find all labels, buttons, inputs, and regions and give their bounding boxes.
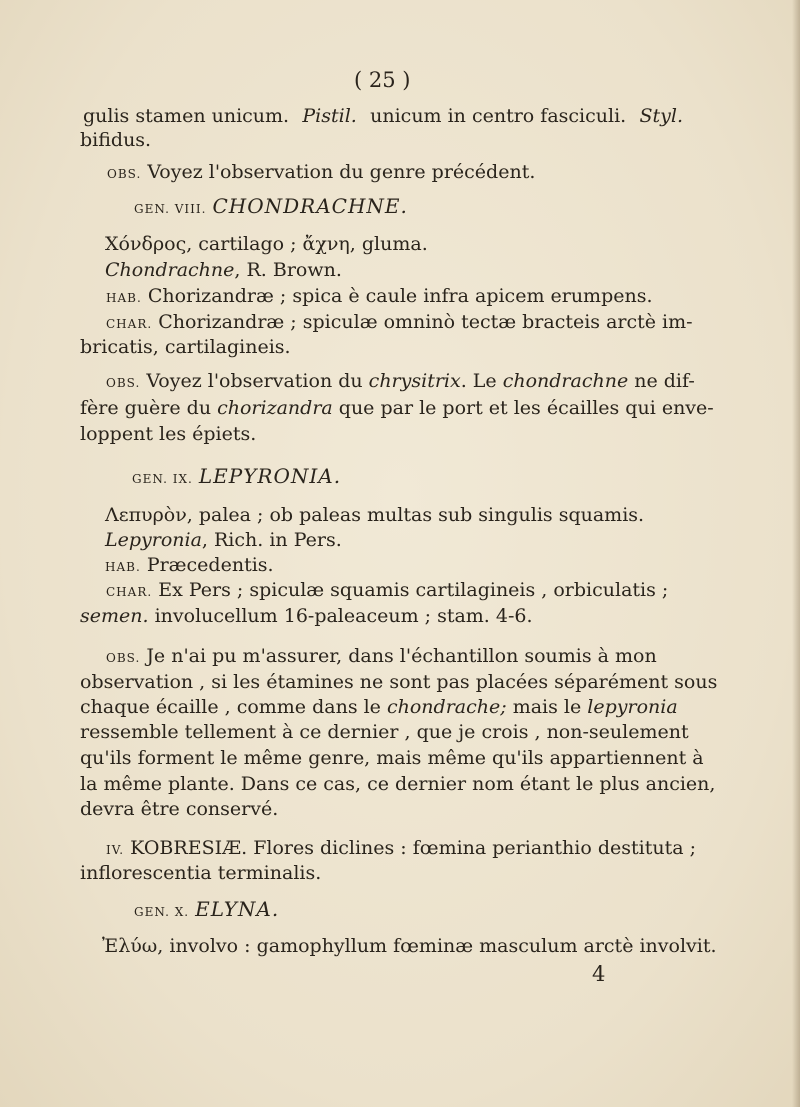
text-line-1 [83,104,683,128]
line-21-c: mais le [512,696,582,718]
char-text: Chorizandræ ; spiculæ omninò tectæ bracteis arctè im- [158,311,693,333]
authority-line [105,258,342,282]
obs-line-2 [106,369,695,395]
obs-label: OBS. [106,376,141,390]
section-label: IV. [106,843,125,857]
line-21-d: lepyronia [587,696,678,718]
semen-label: semen. [80,605,149,627]
obs-3-line-5: qu'ils forment le même genre, mais même qu'ils appartiennent à [80,747,704,769]
line-11-a: fère guère du [80,397,212,419]
authority-text: , R. Brown. [234,259,342,281]
genus-name: ELYNA. [195,897,280,921]
hab-label: HAB. [106,291,142,305]
section-iv-cont: inflorescentia terminalis. [80,862,322,884]
obs-3-line-2: observation , si les étamines ne sont pas placées séparément sous [80,671,718,693]
text-line-2: bifidus. [80,129,152,151]
obs-text: Je n'ai pu m'assurer, dans l'échantillon soumis à mon [146,645,657,667]
genus-heading-ix [132,464,341,491]
obs-text: Voyez l'observation du genre précédent. [147,161,536,183]
line-1-d: Styl. [639,105,683,127]
obs-label: OBS. [107,167,142,181]
character-line-cont: bricatis, cartilagineis. [80,336,291,358]
etymology-line: Λεπυρὸν, palea ; ob paleas multas sub singulis squamis. [105,504,645,526]
habitus-line [106,284,653,310]
obs-line-3 [106,644,657,670]
line-21-b: chondrache; [386,696,507,718]
authority-text: , Rich. in Pers. [201,529,342,551]
line-21-a: chaque écaille , comme dans le [80,696,381,718]
char-label: CHAR. [106,585,153,599]
genus-heading-viii [134,194,408,221]
signature-mark: 4 [592,962,606,986]
habitus-line [105,553,274,579]
obs-3-line-7: devra être conservé. [80,798,279,820]
genus-heading-x [134,897,279,924]
obs-3-line-3 [80,695,678,719]
obs-3-line-6: la même plante. Dans ce cas, ce dernier nom étant le plus ancien, [80,773,716,795]
line-11-c: que par le port et les écailles qui enve- [338,397,714,419]
genus-name: CHONDRACHNE. [212,194,408,218]
obs-line-1 [107,160,535,186]
obs-line-2-end: loppent les épiets. [80,423,257,445]
genus-label: GEN. IX. [132,472,193,486]
genus-italic-name: Lepyronia [105,529,202,551]
page-number: ( 25 ) [354,68,411,92]
genus-label: GEN. X. [134,905,190,919]
line-1-a: gulis stamen unicum. [83,105,290,127]
obs-text-a: Voyez l'observation du [146,370,363,392]
genus-label: GEN. VIII. [134,202,207,216]
semen-text: involucellum 16-paleaceum ; stam. 4-6. [154,605,533,627]
character-line-cont [80,604,533,628]
line-11-b: chorizandra [217,397,333,419]
section-text: KOBRESIÆ. Flores diclines : fœmina perianthio destituta ; [130,837,696,859]
hab-text: Chorizandræ ; spica è caule infra apicem erumpens. [147,285,653,307]
obs-text-d: chondrachne [502,370,629,392]
etymology-line: Ἐλύω, involvo : gamophyllum fœminæ masculum arctè involvit. [102,935,717,957]
obs-text-c: . Le [460,370,497,392]
line-1-c: unicum in centro fasciculi. [370,105,627,127]
char-text: Ex Pers ; spiculæ squamis cartilagineis , orbiculatis ; [158,579,669,601]
genus-italic-name: Chondrachne [105,259,235,281]
etymology-line: Χόνδρος, cartilago ; ἄχνη, gluma. [105,233,428,255]
obs-3-line-4: ressemble tellement à ce dernier , que je crois , non-seulement [80,721,689,743]
hab-label: HAB. [105,560,141,574]
obs-text-e: ne dif- [634,370,695,392]
char-label: CHAR. [106,317,153,331]
hab-text: Præcedentis. [146,554,274,576]
genus-name: LEPYRONIA. [198,464,342,488]
authority-line [105,528,342,552]
character-line [106,578,668,604]
section-iv-line [106,836,696,862]
obs-label: OBS. [106,651,141,665]
line-1-b: Pistil. [302,105,357,127]
obs-text-b: chrysitrix [368,370,461,392]
obs-line-2-cont [80,396,714,420]
character-line [106,310,693,336]
